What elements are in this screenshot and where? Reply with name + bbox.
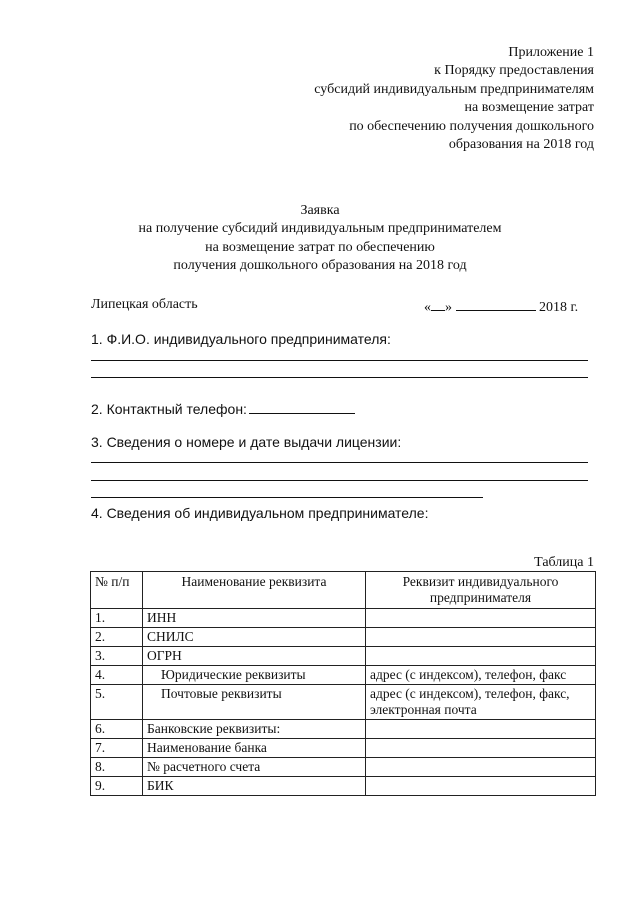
row-name: ОГРН [143,647,366,666]
appendix-line: к Порядку предоставления [434,63,594,79]
row-name: Почтовые реквизиты [143,685,366,720]
row-num: 6. [91,720,143,739]
row-num: 9. [91,777,143,796]
row-name: ИНН [143,609,366,628]
row-value [366,777,596,796]
title-line: на получение субсидий индивидуальным предпринимателем [138,221,502,237]
row-name: Наименование банка [143,739,366,758]
row-value [366,647,596,666]
appendix-line: Приложение 1 [508,45,594,60]
row-num: 1. [91,609,143,628]
title-line: на возмещение затрат по обеспечению [205,239,435,255]
table-row [91,758,596,777]
license-blank-line [91,497,483,498]
table-caption: Таблица 1 [534,555,594,570]
date-field [424,297,578,316]
row-num: 8. [91,758,143,777]
region-label: Липецкая область [91,297,198,312]
title-line: получения дошкольного образования на 2018 год [173,258,467,274]
date-year: 2018 г. [539,300,579,315]
document-title [0,202,640,276]
table-row [91,720,596,739]
item-info-label: 4. Сведения об индивидуальном предпринимателе: [91,505,429,521]
table-row [91,628,596,647]
fio-blank-line [91,377,588,378]
title-line: Заявка [300,203,340,218]
row-value [366,628,596,647]
row-value [366,758,596,777]
row-num: 2. [91,628,143,647]
date-open-quote: « [424,300,431,315]
table-row [91,666,596,685]
row-name: СНИЛС [143,628,366,647]
header-name: Наименование реквизита [143,572,366,609]
appendix-header [174,44,594,154]
table-header-row [91,572,596,609]
header-value: Реквизит индивидуального предпринимателя [366,572,596,609]
item-license-label: 3. Сведения о номере и дате выдачи лицензии: [91,434,402,450]
row-value: адрес (с индексом), телефон, факс [366,666,596,685]
header-num: № п/п [91,572,143,609]
item-phone-label: 2. Контактный телефон: [91,401,247,417]
item-phone [91,400,355,417]
date-close-quote: » [445,300,452,315]
table-row [91,647,596,666]
row-num: 5. [91,685,143,720]
appendix-line: по обеспечению получения дошкольного [349,118,594,134]
appendix-line: на возмещение затрат [464,100,594,116]
fio-blank-line [91,360,588,361]
row-value [366,739,596,758]
month-blank [456,297,536,311]
license-blank-line [91,480,588,481]
row-num: 3. [91,647,143,666]
appendix-line: образования на 2018 год [448,137,594,153]
day-blank [431,297,445,311]
table-row [91,609,596,628]
appendix-line: субсидий индивидуальным предпринимателям [314,81,594,97]
table-row [91,777,596,796]
row-value [366,720,596,739]
row-name: Юридические реквизиты [143,666,366,685]
row-name: № расчетного счета [143,758,366,777]
table-row [91,685,596,720]
row-num: 4. [91,666,143,685]
row-value: адрес (с индексом), телефон, факс, электронная почта [366,685,596,720]
license-blank-line [91,462,588,463]
requisites-table [90,571,596,796]
row-name: Банковские реквизиты: [143,720,366,739]
row-value [366,609,596,628]
phone-blank [249,400,355,414]
item-fio-label: 1. Ф.И.О. индивидуального предпринимателя: [91,331,391,347]
table-row [91,739,596,758]
row-num: 7. [91,739,143,758]
row-name: БИК [143,777,366,796]
